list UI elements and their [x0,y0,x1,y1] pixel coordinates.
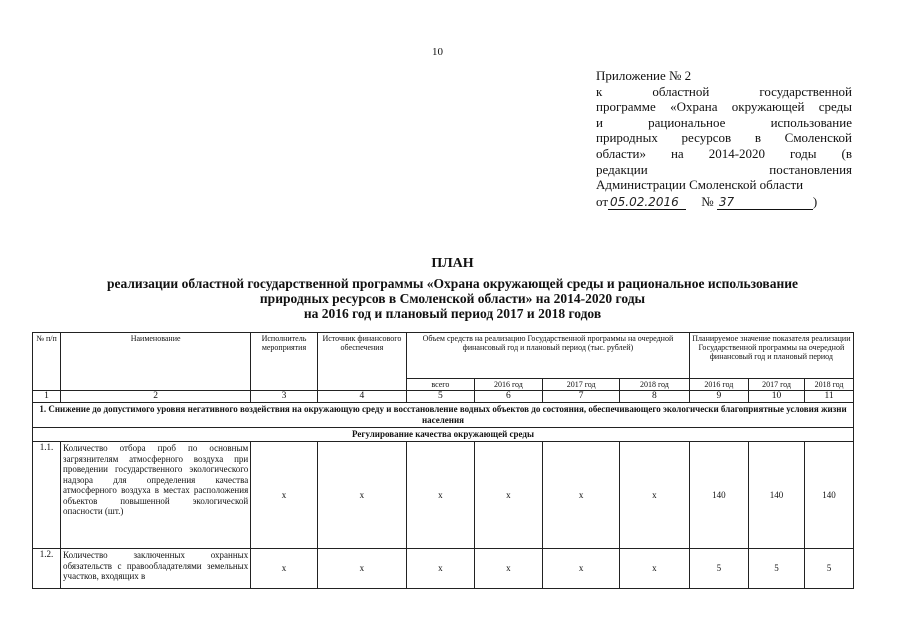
page-number: 10 [432,46,443,58]
row-ind-2017: 5 [748,549,804,589]
appendix-line: редакции постановления [596,161,852,177]
appendix-line: программе «Охрана окружающей среды [596,99,852,115]
row-2016: х [474,442,543,549]
row-ind-2018: 140 [805,442,854,549]
date-prefix: от [596,193,609,209]
plan-subtitle-line: реализации областной государственной программы «Охрана окружающей среды и рациональное использование [106,276,799,291]
column-number: 10 [748,391,804,403]
appendix-line: природных ресурсов в Смоленской [596,130,852,146]
header-indicator: Планируемое значение показателя реализации Государственной программы на очередной финансовый год и плановый период [689,333,853,379]
header-executor: Исполнитель мероприятия [251,333,318,391]
plan-subtitle [0,276,905,321]
column-number-row [33,391,854,403]
appendix-line: к областной государственной [596,83,852,99]
header-funds-2017: 2017 год [543,379,620,391]
number-prefix: № [701,193,714,209]
row-name: Количество отбора проб по основным загрязнителям атмосферного воздуха при проведении государственного экологического надзора для определения качества атмосферного воздуха в местах расположения объектов повышенной экологической опасности (шт.) [61,442,251,549]
row-ind-2017: 140 [748,442,804,549]
column-number: 9 [689,391,748,403]
row-total: х [407,442,475,549]
row-name: Количество заключенных охранных обязательств с правообладателями земельных участков, входящих в [61,549,251,589]
row-num: 1.2. [33,549,61,589]
plan-subtitle-line: на 2016 год и плановый период 2017 и 2018 годов [303,306,602,321]
row-total: х [407,549,475,589]
column-number: 1 [33,391,61,403]
header-funds-2018: 2018 год [620,379,690,391]
plan-table [32,332,854,589]
row-2017: х [543,442,620,549]
section-row [33,403,854,428]
subsection-title: Регулирование качества окружающей среды [33,428,854,442]
handwritten-number: 37 [717,196,813,210]
column-number: 3 [251,391,318,403]
row-2018: х [620,549,690,589]
close-paren: ) [812,193,818,209]
header-num: № п/п [33,333,61,391]
header-funds-2016: 2016 год [474,379,543,391]
row-ind-2016: 140 [689,442,748,549]
row-source: х [317,549,406,589]
plan-title: ПЛАН [431,256,474,271]
header-funds: Объем средств на реализацию Государственной программы на очередной финансовый год и плановый период (тыс. рублей) [407,333,690,379]
row-2016: х [474,549,543,589]
section-title: 1. Снижение до допустимого уровня негативного воздействия на окружающую среду и восстановление водных объектов до состояния, обеспечивающего экологически благоприятные условия жизни населения [33,403,854,428]
row-num: 1.1. [33,442,61,549]
column-number: 6 [474,391,543,403]
row-2017: х [543,549,620,589]
row-executor: х [251,549,318,589]
row-2018: х [620,442,690,549]
table-row [33,549,854,589]
header-name: Наименование [61,333,251,391]
column-number: 2 [61,391,251,403]
appendix-line: и рациональное использование [596,114,852,130]
row-executor: х [251,442,318,549]
appendix-line: Приложение № 2 [596,68,692,83]
row-ind-2018: 5 [805,549,854,589]
plan-subtitle-line: природных ресурсов в Смоленской области» на 2014-2020 годы [259,291,646,306]
table-row [33,442,854,549]
appendix-block [596,68,852,210]
header-ind-2018: 2018 год [805,379,854,391]
appendix-line: Администрации Смоленской области [596,177,804,193]
approval-line [596,194,852,210]
column-number: 4 [317,391,406,403]
handwritten-date: 05.02.2016 [608,196,686,210]
header-ind-2016: 2016 год [689,379,748,391]
appendix-line: области» на 2014-2020 годы (в [596,145,852,161]
column-number: 5 [407,391,475,403]
row-source: х [317,442,406,549]
header-source: Источник финансового обеспечения [317,333,406,391]
header-ind-2017: 2017 год [748,379,804,391]
subsection-row [33,428,854,442]
row-ind-2016: 5 [689,549,748,589]
column-number: 11 [805,391,854,403]
column-number: 7 [543,391,620,403]
column-number: 8 [620,391,690,403]
header-funds-total: всего [407,379,475,391]
